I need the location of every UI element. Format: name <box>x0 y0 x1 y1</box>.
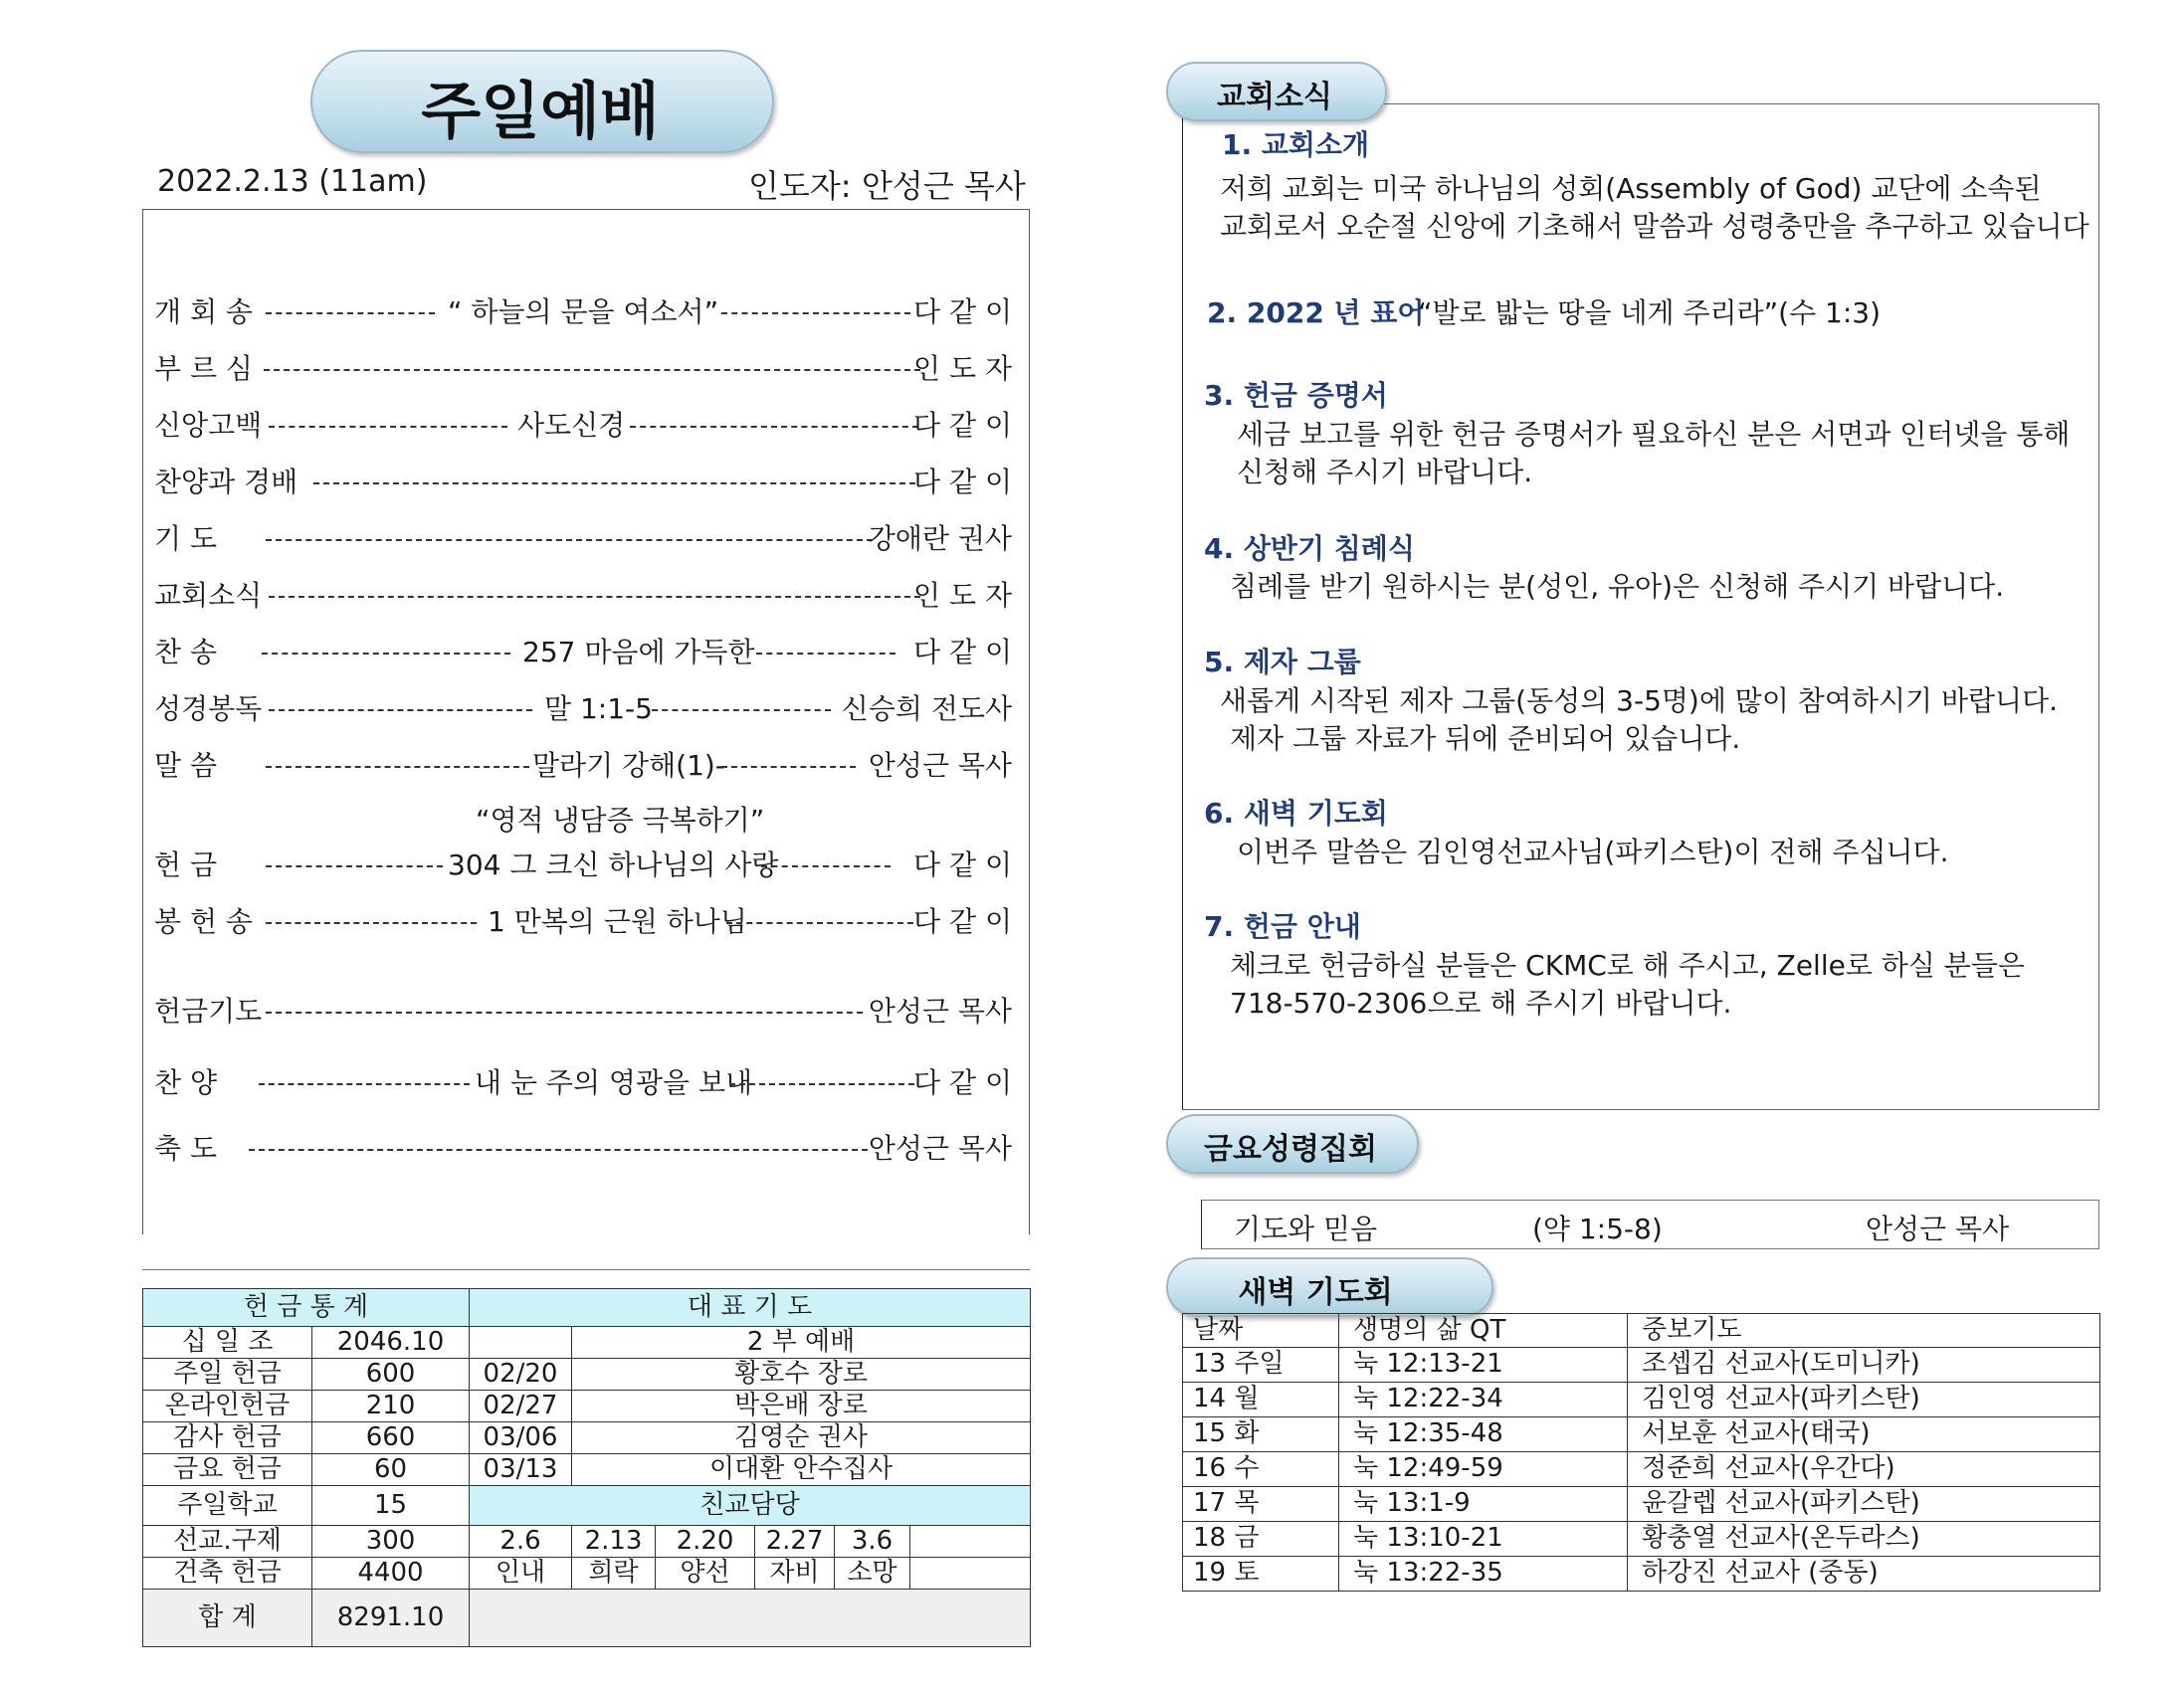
order-person: 신승희 전도사 <box>841 692 1012 725</box>
sermon-title: “영적 냉담증 극복하기” <box>476 804 765 837</box>
order-name: 부 르 심 <box>154 352 253 385</box>
prayer-date: 02/27 <box>470 1391 572 1422</box>
order-row-offertory <box>154 900 1020 940</box>
order-detail: 내 눈 주의 영광을 보내 <box>475 1066 753 1099</box>
dawn-missionary: 황충열 선교사(온두라스) <box>1628 1522 2100 1557</box>
dawn-header-qt: 생명의 삶 QT <box>1339 1314 1628 1348</box>
order-row-song <box>154 1061 1020 1101</box>
offering-amount: 210 <box>312 1391 470 1422</box>
news-line: 새롭게 시작된 제자 그룹(동성의 3-5명)에 많이 참여하시기 바랍니다. <box>1220 684 2059 717</box>
order-row-offering <box>154 844 1020 883</box>
order-person: 다 같 이 <box>913 466 1012 498</box>
table-row <box>1183 1417 2100 1452</box>
order-name: 기 도 <box>154 522 217 555</box>
news-line: 교회로서 오순절 신앙에 기초해서 말씀과 성령충만을 추구하고 있습니다 <box>1220 210 2089 243</box>
order-name: 개 회 송 <box>154 295 253 328</box>
fellowship-group: 소망 <box>835 1558 910 1590</box>
offering-label: 십 일 조 <box>143 1327 312 1359</box>
order-row-scripture <box>154 687 1020 727</box>
news-heading-1: 1. 교회소개 <box>1222 128 1370 161</box>
order-detail: 말라기 강해(1)- <box>532 749 725 782</box>
dawn-missionary: 조셉김 선교사(도미니카) <box>1628 1348 2100 1383</box>
prayer-name: 김영순 권사 <box>572 1422 1031 1454</box>
fellowship-date: 2.27 <box>755 1526 835 1558</box>
order-detail: 304 그 크신 하나님의 사랑 <box>448 848 779 881</box>
offering-amount: 600 <box>312 1359 470 1391</box>
dawn-title: 새벽 기도회 <box>1238 1275 1393 1310</box>
prayer-header: 대 표 기 도 <box>470 1289 1031 1327</box>
order-row-news <box>154 574 1020 614</box>
fellowship-date: 2.13 <box>572 1526 656 1558</box>
order-name: 축 도 <box>154 1132 217 1165</box>
offering-label: 건축 헌금 <box>143 1558 312 1590</box>
order-detail: 257 마음에 가득한 <box>522 636 755 668</box>
news-heading-4: 4. 상반기 침례식 <box>1204 532 1415 565</box>
worship-leader-label: 인도자: <box>748 167 852 205</box>
offering-label: 온라인헌금 <box>143 1391 312 1422</box>
section-divider <box>142 1269 1030 1270</box>
order-person: 인 도 자 <box>913 579 1012 612</box>
table-row <box>1183 1348 2100 1383</box>
order-name: 신앙고백 <box>154 409 263 442</box>
fellowship-header: 친교담당 <box>470 1486 1031 1526</box>
dawn-qt: 눅 12:35-48 <box>1339 1417 1628 1452</box>
fellowship-group: 양선 <box>656 1558 755 1590</box>
offering-amount: 15 <box>312 1486 470 1526</box>
fellowship-group: 인내 <box>470 1558 572 1590</box>
order-person: 다 같 이 <box>913 295 1012 328</box>
order-person: 다 같 이 <box>913 1066 1012 1099</box>
friday-topic: 기도와 믿음 <box>1234 1213 1378 1245</box>
offering-amount: 2046.10 <box>312 1327 470 1359</box>
order-person: 다 같 이 <box>913 848 1012 881</box>
order-row-benediction <box>154 1127 1020 1167</box>
order-name: 찬 송 <box>154 636 217 668</box>
dawn-qt: 눅 13:22-35 <box>1339 1557 1628 1592</box>
prayer-date: 03/13 <box>470 1454 572 1486</box>
dawn-header-date: 날짜 <box>1183 1314 1339 1348</box>
order-detail: 말 1:1-5 <box>544 692 653 725</box>
order-row-praise <box>154 461 1020 500</box>
offering-header: 헌 금 통 계 <box>143 1289 470 1327</box>
order-name: 찬양과 경배 <box>154 466 298 498</box>
offering-label: 주일학교 <box>143 1486 312 1526</box>
fellowship-group: 자비 <box>755 1558 835 1590</box>
order-person: 다 같 이 <box>913 636 1012 668</box>
order-row-sermon <box>154 744 1020 784</box>
order-detail: 사도신경 <box>517 409 626 442</box>
prayer-name: 황호수 장로 <box>572 1359 1031 1391</box>
news-line: 제자 그룹 자료가 뒤에 준비되어 있습니다. <box>1230 722 1741 755</box>
dawn-missionary: 하강진 선교사 (중동) <box>1628 1557 2100 1592</box>
order-row-opening <box>154 290 1020 330</box>
dawn-day: 13 주일 <box>1183 1348 1339 1383</box>
news-line: 침례를 받기 원하시는 분(성인, 유아)은 신청해 주시기 바랍니다. <box>1230 570 2005 603</box>
news-line: 저희 교회는 미국 하나님의 성회(Assembly of God) 교단에 소속된 <box>1220 172 2042 205</box>
order-person: 안성근 목사 <box>868 1132 1012 1165</box>
dawn-day: 19 토 <box>1183 1557 1339 1592</box>
dawn-missionary: 서보훈 선교사(태국) <box>1628 1417 2100 1452</box>
offering-total-amount: 8291.10 <box>312 1590 470 1647</box>
order-name: 교회소식 <box>154 579 263 612</box>
news-line: 718-570-2306으로 해 주시기 바랍니다. <box>1230 987 1732 1020</box>
order-person: 강애란 권사 <box>868 522 1012 555</box>
friday-verse: (약 1:5-8) <box>1532 1213 1663 1245</box>
news-heading-5: 5. 제자 그룹 <box>1204 646 1361 678</box>
dawn-day: 18 금 <box>1183 1522 1339 1557</box>
table-row <box>1183 1383 2100 1417</box>
news-heading-6: 6. 새벽 기도회 <box>1204 797 1388 830</box>
order-name: 봉 헌 송 <box>154 905 253 938</box>
worship-leader-name: 안성근 목사 <box>862 167 1026 205</box>
dawn-day: 15 화 <box>1183 1417 1339 1452</box>
order-name: 헌금기도 <box>154 995 263 1028</box>
dawn-header-intercession: 중보기도 <box>1628 1314 2100 1348</box>
order-name: 말 씀 <box>154 749 217 782</box>
news-line: 세금 보고를 위한 헌금 증명서가 필요하신 분은 서면과 인터넷을 통해 <box>1237 418 2071 451</box>
news-heading-7: 7. 헌금 안내 <box>1204 910 1361 943</box>
prayer-name: 박은배 장로 <box>572 1391 1031 1422</box>
offering-label: 금요 헌금 <box>143 1454 312 1486</box>
offering-amount: 4400 <box>312 1558 470 1590</box>
order-detail: “ 하늘의 문을 여소서” <box>448 295 719 328</box>
offering-label: 선교.구제 <box>143 1526 312 1558</box>
order-person: 다 같 이 <box>913 409 1012 442</box>
dawn-missionary: 정준희 선교사(우간다) <box>1628 1452 2100 1487</box>
order-detail: 1 만복의 근원 하나님 <box>488 905 747 938</box>
offering-label: 감사 헌금 <box>143 1422 312 1454</box>
prayer-service: 2 부 예배 <box>572 1327 1031 1359</box>
fellowship-date: 2.20 <box>656 1526 755 1558</box>
news-title: 교회소식 <box>1217 80 1332 114</box>
order-person: 안성근 목사 <box>868 995 1012 1028</box>
news-heading-3: 3. 헌금 증명서 <box>1204 379 1388 412</box>
worship-date: 2022.2.13 (11am) <box>157 164 428 199</box>
offering-prayer-table <box>142 1288 1031 1647</box>
offering-label: 주일 헌금 <box>143 1359 312 1391</box>
offering-total-label: 합 계 <box>143 1590 312 1647</box>
dawn-qt: 눅 13:10-21 <box>1339 1522 1628 1557</box>
dawn-qt: 눅 12:22-34 <box>1339 1383 1628 1417</box>
dawn-day: 17 목 <box>1183 1487 1339 1522</box>
dawn-day: 16 수 <box>1183 1452 1339 1487</box>
fellowship-date: 2.6 <box>470 1526 572 1558</box>
order-name: 성경봉독 <box>154 692 263 725</box>
dawn-missionary: 김인영 선교사(파키스탄) <box>1628 1383 2100 1417</box>
worship-title: 주일예배 <box>421 75 660 147</box>
dawn-missionary: 윤갈렙 선교사(파키스탄) <box>1628 1487 2100 1522</box>
news-motto: “발로 밟는 땅을 네게 주리라”(수 1:3) <box>1418 296 1882 329</box>
table-row <box>1183 1522 2100 1557</box>
dawn-qt: 눅 13:1-9 <box>1339 1487 1628 1522</box>
order-row-calling <box>154 347 1020 387</box>
prayer-date: 03/06 <box>470 1422 572 1454</box>
news-line: 신청해 주시기 바랍니다. <box>1237 456 1533 488</box>
order-row-offering-prayer <box>154 990 1020 1030</box>
table-row <box>1183 1452 2100 1487</box>
prayer-date: 02/20 <box>470 1359 572 1391</box>
order-name: 헌 금 <box>154 848 217 881</box>
friday-title: 금요성령집회 <box>1204 1132 1377 1167</box>
order-name: 찬 양 <box>154 1066 217 1099</box>
order-row-creed <box>154 404 1020 444</box>
order-person: 인 도 자 <box>913 352 1012 385</box>
order-person: 다 같 이 <box>913 905 1012 938</box>
friday-speaker: 안성근 목사 <box>1866 1213 2010 1245</box>
dawn-day: 14 월 <box>1183 1383 1339 1417</box>
offering-amount: 300 <box>312 1526 470 1558</box>
dawn-table <box>1182 1313 2100 1592</box>
dawn-qt: 눅 12:49-59 <box>1339 1452 1628 1487</box>
prayer-name: 이대환 안수집사 <box>572 1454 1031 1486</box>
offering-amount: 660 <box>312 1422 470 1454</box>
news-heading-2: 2. 2022 년 표어 <box>1207 296 1425 329</box>
fellowship-group: 희락 <box>572 1558 656 1590</box>
dawn-qt: 눅 12:13-21 <box>1339 1348 1628 1383</box>
table-row <box>1183 1557 2100 1592</box>
order-row-prayer <box>154 517 1020 557</box>
news-line: 이번주 말씀은 김인영선교사님(파키스탄)이 전해 주십니다. <box>1237 836 1949 868</box>
fellowship-date: 3.6 <box>835 1526 910 1558</box>
news-line: 체크로 헌금하실 분들은 CKMC로 해 주시고, Zelle로 하실 분들은 <box>1230 949 2025 982</box>
order-row-hymn <box>154 631 1020 670</box>
offering-amount: 60 <box>312 1454 470 1486</box>
order-person: 안성근 목사 <box>868 749 1012 782</box>
table-row <box>1183 1487 2100 1522</box>
